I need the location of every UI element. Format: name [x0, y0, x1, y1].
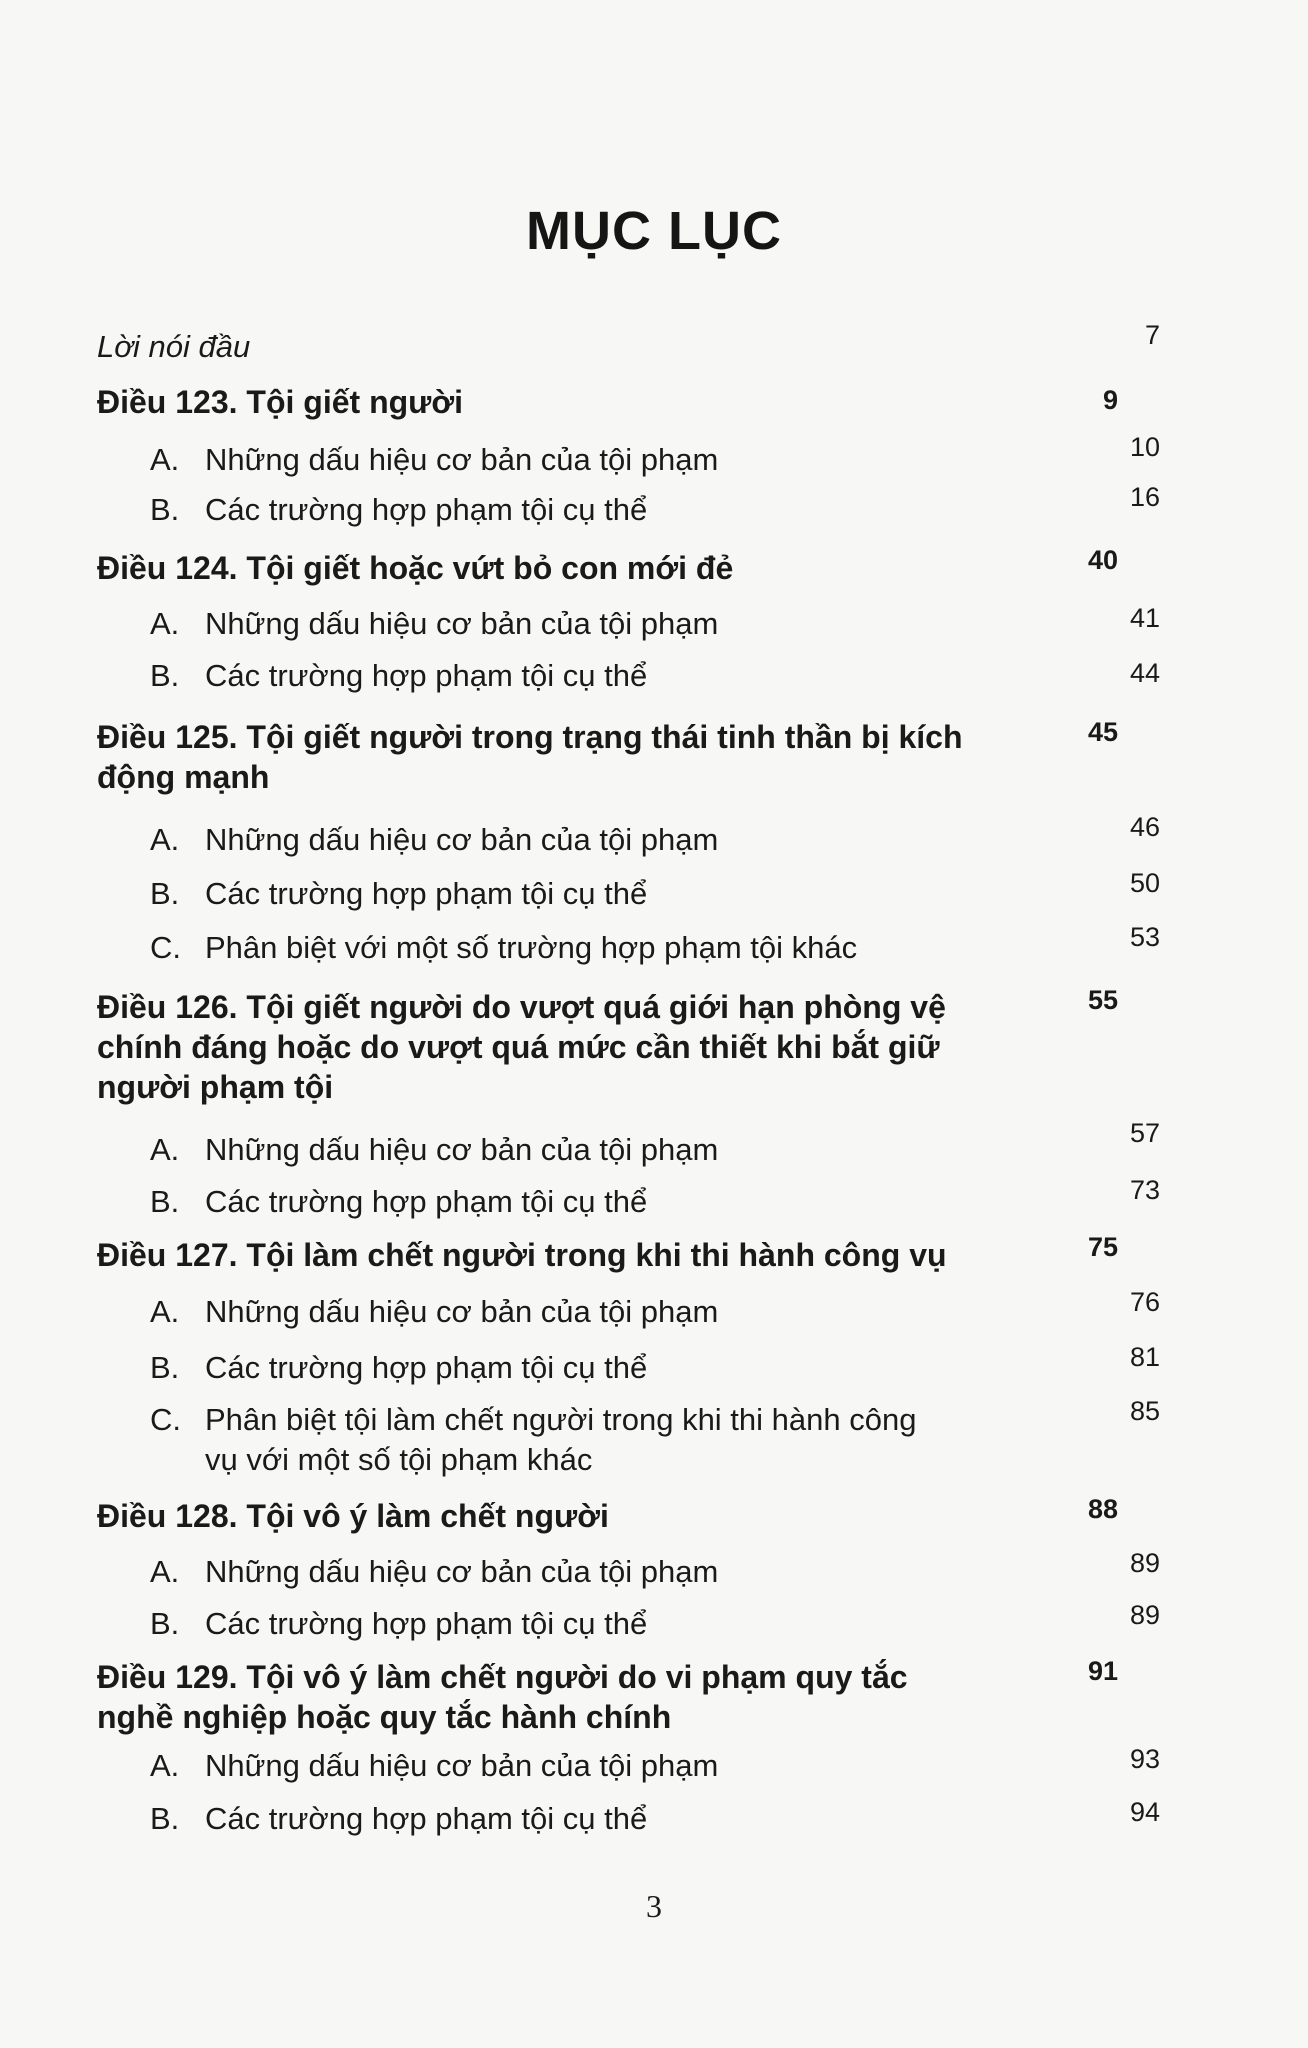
subsection-letter: B. [150, 1184, 180, 1219]
subsection-letter: B. [150, 658, 180, 693]
subsection-page-number: 53 [1129, 922, 1160, 952]
subsection-letter: A. [150, 1132, 180, 1167]
subsection-title-line: Những dấu hiệu cơ bản của tội phạm [205, 606, 719, 641]
intro-page-number: 7 [1144, 320, 1160, 350]
article-title-line: người phạm tội [97, 1069, 334, 1105]
subsection-page-number: 46 [1129, 812, 1160, 842]
subsection-title-line: Những dấu hiệu cơ bản của tội phạm [205, 1554, 719, 1589]
subsection-title-line: Các trường hợp phạm tội cụ thể [205, 658, 648, 693]
subsection-page-number: 10 [1129, 432, 1160, 462]
article-title-line: chính đáng hoặc do vượt quá mức cần thiết khi bắt giữ [97, 1029, 940, 1065]
article-title-line: Điều 124. Tội giết hoặc vứt bỏ con mới đẻ [97, 550, 734, 586]
subsection-page-number: 93 [1129, 1744, 1160, 1774]
subsection-page-number: 50 [1129, 868, 1160, 898]
subsection-letter: B. [150, 876, 180, 911]
subsection-title-line: Những dấu hiệu cơ bản của tội phạm [205, 442, 719, 477]
subsection-page-number: 76 [1129, 1287, 1160, 1317]
article-title-line: Điều 125. Tội giết người trong trạng thái tinh thần bị kích [97, 719, 963, 755]
subsection-letter: A. [150, 1554, 180, 1589]
subsection-letter: B. [150, 492, 180, 527]
subsection-letter: B. [150, 1606, 180, 1641]
subsection-title-line: Phân biệt tội làm chết người trong khi thi hành công [205, 1402, 917, 1437]
subsection-letter: A. [150, 442, 180, 477]
subsection-title-line: Những dấu hiệu cơ bản của tội phạm [205, 1748, 719, 1783]
subsection-page-number: 57 [1129, 1118, 1160, 1148]
article-page-number: 91 [1087, 1656, 1118, 1686]
page-title: MỤC LỤC [526, 201, 782, 261]
subsection-title-line: Những dấu hiệu cơ bản của tội phạm [205, 822, 719, 857]
subsection-page-number: 16 [1129, 482, 1160, 512]
subsection-page-number: 94 [1129, 1797, 1160, 1827]
article-page-number: 55 [1087, 985, 1118, 1015]
article-page-number: 9 [1102, 385, 1118, 415]
article-title-line: Điều 123. Tội giết người [97, 384, 463, 420]
article-title-line: Điều 129. Tội vô ý làm chết người do vi phạm quy tắc [97, 1659, 908, 1695]
subsection-page-number: 44 [1129, 658, 1160, 688]
article-page-number: 75 [1087, 1232, 1118, 1262]
subsection-page-number: 89 [1129, 1600, 1160, 1630]
page-number-footer: 3 [646, 1888, 662, 1924]
subsection-page-number: 89 [1129, 1548, 1160, 1578]
subsection-letter: C. [150, 1402, 181, 1437]
subsection-page-number: 73 [1129, 1175, 1160, 1205]
subsection-letter: A. [150, 822, 180, 857]
subsection-letter: A. [150, 606, 180, 641]
subsection-title-line: Các trường hợp phạm tội cụ thể [205, 1606, 648, 1641]
subsection-letter: A. [150, 1748, 180, 1783]
subsection-page-number: 85 [1129, 1396, 1160, 1426]
article-page-number: 88 [1087, 1494, 1118, 1524]
subsection-title-line: Các trường hợp phạm tội cụ thể [205, 492, 648, 527]
subsection-page-number: 81 [1129, 1342, 1160, 1372]
subsection-title-line: Các trường hợp phạm tội cụ thể [205, 1350, 648, 1385]
subsection-letter: A. [150, 1294, 180, 1329]
subsection-letter: B. [150, 1350, 180, 1385]
subsection-title-line: Các trường hợp phạm tội cụ thể [205, 1801, 648, 1836]
article-title-line: nghề nghiệp hoặc quy tắc hành chính [97, 1699, 672, 1735]
subsection-title-line: Các trường hợp phạm tội cụ thể [205, 876, 648, 911]
article-title-line: Điều 128. Tội vô ý làm chết người [97, 1498, 609, 1534]
subsection-title-line: Những dấu hiệu cơ bản của tội phạm [205, 1294, 719, 1329]
subsection-letter: B. [150, 1801, 180, 1836]
subsection-title-line: Những dấu hiệu cơ bản của tội phạm [205, 1132, 719, 1167]
article-title-line: Điều 126. Tội giết người do vượt quá giới hạn phòng vệ [97, 989, 946, 1025]
subsection-page-number: 41 [1129, 603, 1160, 633]
article-page-number: 40 [1087, 545, 1118, 575]
subsection-title-line: Phân biệt với một số trường hợp phạm tội khác [205, 930, 858, 965]
article-title-line: Điều 127. Tội làm chết người trong khi thi hành công vụ [97, 1237, 947, 1273]
article-page-number: 45 [1087, 717, 1118, 747]
article-title-line: động mạnh [97, 759, 270, 795]
subsection-title-line: Các trường hợp phạm tội cụ thể [205, 1184, 648, 1219]
subsection-title-line: vụ với một số tội phạm khác [205, 1442, 593, 1477]
subsection-letter: C. [150, 930, 181, 965]
intro-title: Lời nói đầu [97, 329, 251, 364]
